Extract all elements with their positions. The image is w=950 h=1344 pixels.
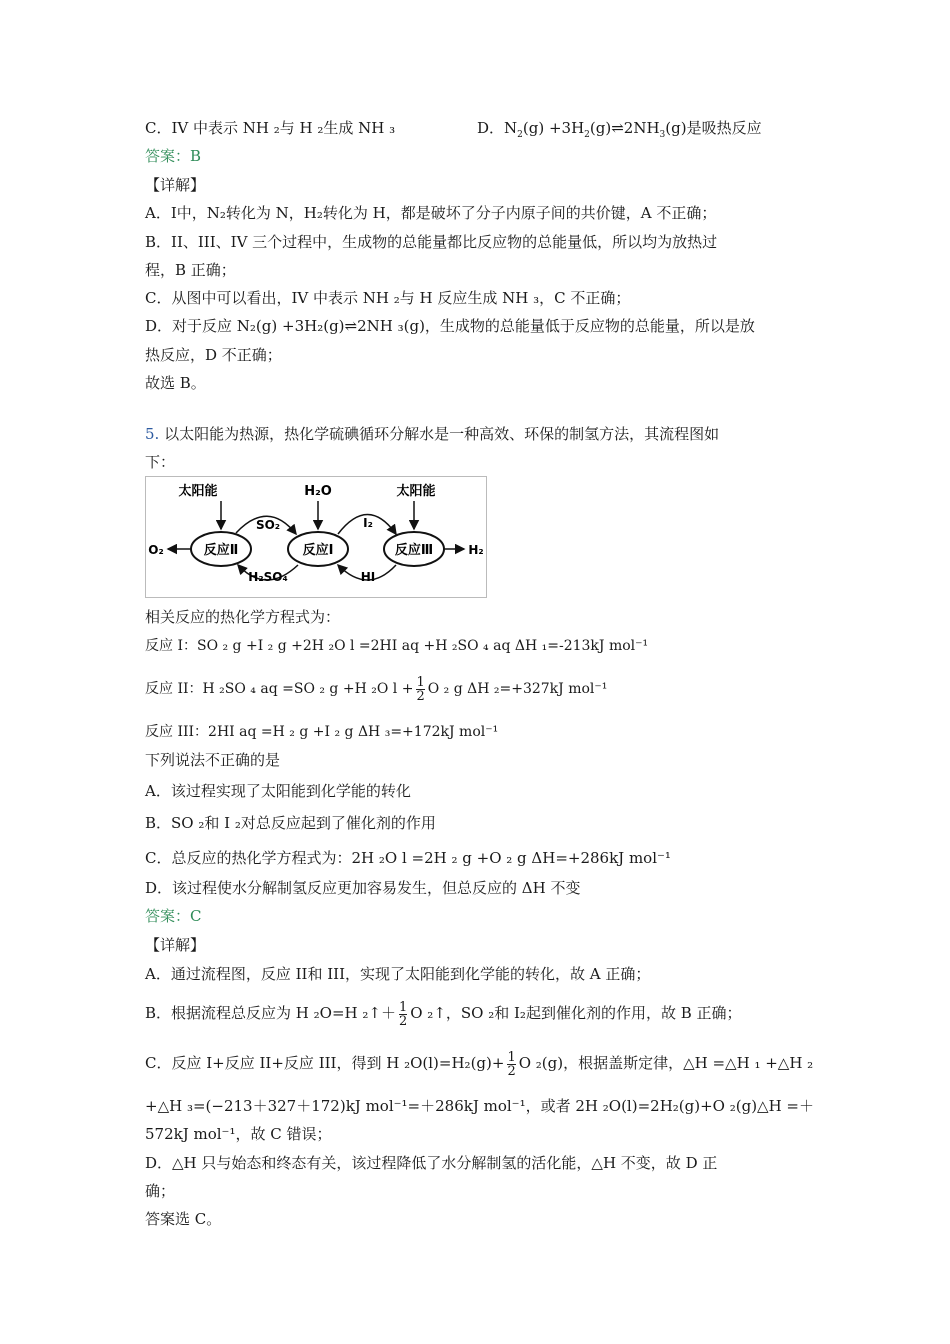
q5-stem: 5. 以太阳能为热源，热化学硫碘循环分解水是一种高效、环保的制氢方法，其流程图如 bbox=[145, 425, 720, 443]
fraction-half: $\frac{1}{2}$ bbox=[398, 999, 408, 1029]
question-number: 5. bbox=[145, 425, 160, 443]
q5-detail-a: A．通过流程图，反应 II和 III，实现了太阳能到化学能的转化，故 A 正确； bbox=[145, 965, 651, 983]
sun-left-label: 太阳能 bbox=[178, 484, 218, 499]
q4-answer: 答案：B bbox=[145, 147, 202, 165]
q5-detail-c-cont: +△H ₃=(−213＋327＋172)kJ mol⁻¹=＋286kJ mol⁻¹，或者 2H ₂O(l)=2H₂(g)+O ₂(g)△H =＋ bbox=[145, 1097, 814, 1115]
q5-detail-c: C．反应 I+反应 II+反应 III，得到 H ₂O(l)=H₂(g)+ $\frac{1}{2}$ O ₂(g)，根据盖斯定律，△H =△H ₁ +△H ₂ bbox=[145, 1049, 814, 1079]
equation-1: 反应 I：SO ₂ g +I ₂ g +2H ₂O l =2HI aq +H ₂SO ₄ aq ΔH ₁=-213kJ mol⁻¹ bbox=[145, 638, 649, 654]
q5-detail-c-cont2: 572kJ mol⁻¹，故 C 错误； bbox=[145, 1125, 332, 1143]
h2-label: H₂ bbox=[468, 543, 484, 557]
svg-text:反应Ⅰ: 反应Ⅰ bbox=[302, 543, 334, 558]
q4-detail-d: D．对于反应 N₂(g) +3H₂(g)⇌2NH ₃(g)，生成物的总能量低于反应物的总能量，所以是放 bbox=[145, 317, 755, 335]
so2-label: SO₂ bbox=[255, 518, 281, 532]
q5-option-a[interactable]: A．该过程实现了太阳能到化学能的转化 bbox=[145, 782, 411, 800]
q5-detail-d-cont: 确； bbox=[145, 1182, 176, 1200]
h2so4-label: H₂SO₄ bbox=[248, 570, 288, 584]
q5-detail-b: B．根据流程总反应为 H ₂O=H ₂↑＋ $\frac{1}{2}$ O ₂↑，SO ₂和 I₂起到催化剂的作用，故 B 正确； bbox=[145, 999, 742, 1029]
q5-question: 下列说法不正确的是 bbox=[145, 751, 281, 769]
equation-2: 反应 II：H ₂SO ₄ aq =SO ₂ g +H ₂O l + $\frac{1}{2}$ O ₂ g ΔH ₂=+327kJ mol⁻¹ bbox=[145, 674, 608, 704]
svg-text:反应Ⅱ: 反应Ⅱ bbox=[203, 543, 239, 558]
q5-option-b[interactable]: B．SO ₂和 I ₂对总反应起到了催化剂的作用 bbox=[145, 814, 436, 832]
q4-detail-heading: 【详解】 bbox=[145, 176, 206, 194]
q4-detail-c: C．从图中可以看出，IV 中表示 NH ₂与 H 反应生成 NH ₃，C 不正确； bbox=[145, 289, 631, 307]
svg-text:反应Ⅲ: 反应Ⅲ bbox=[394, 543, 434, 558]
q5-detail-d: D．△H 只与始态和终态有关，该过程降低了水分解制氢的活化能，△H 不变，故 D 正 bbox=[145, 1154, 718, 1172]
equations-heading: 相关反应的热化学方程式为： bbox=[145, 608, 341, 626]
q4-option-d: D．$N_2(g)$ $+3H_2(g)\rightleftharpoons 2NH_3(g)$是吸热反应 bbox=[477, 119, 762, 140]
fraction-half: $\frac{1}{2}$ bbox=[507, 1049, 516, 1079]
q5-option-d[interactable]: D．该过程使水分解制氢反应更加容易发生，但总反应的 ΔH 不变 bbox=[145, 879, 581, 897]
q5-option-c[interactable]: C．总反应的热化学方程式为：2H ₂O l =2H ₂ g +O ₂ g ΔH=+286kJ mol⁻¹ bbox=[145, 849, 671, 867]
q4-detail-a: A．I中，N₂转化为 N，H₂转化为 H，都是破坏了分子内原子间的共价键，A 不正确； bbox=[145, 204, 717, 222]
q4-detail-b-cont: 程，B 正确； bbox=[145, 261, 236, 279]
q5-stem-cont: 下： bbox=[145, 453, 176, 471]
hi-label: HI bbox=[360, 570, 376, 584]
o2-label: O₂ bbox=[148, 543, 164, 557]
q4-detail-b: B．II、III、IV 三个过程中，生成物的总能量都比反应物的总能量低，所以均为放热过 bbox=[145, 233, 718, 251]
q4-detail-d-cont: 热反应，D 不正确； bbox=[145, 346, 282, 364]
q5-answer: 答案：C bbox=[145, 907, 202, 925]
q5-detail-heading: 【详解】 bbox=[145, 936, 206, 954]
sun-right-label: 太阳能 bbox=[396, 484, 436, 499]
q4-option-c: C．IV 中表示 NH ₂与 H ₂生成 NH ₃ bbox=[145, 119, 396, 137]
equation-3: 反应 III：2HI aq =H ₂ g +I ₂ g ΔH ₃=+172kJ mol⁻¹ bbox=[145, 724, 499, 740]
i2-label: I₂ bbox=[363, 516, 373, 530]
equilibrium-arrow-icon: ⇌ bbox=[611, 119, 624, 137]
q4-conclusion: 故选 B。 bbox=[145, 374, 206, 392]
q5-conclusion: 答案选 C。 bbox=[145, 1210, 222, 1228]
h2o-label: H₂O bbox=[304, 484, 332, 499]
fraction-half: $\frac{1}{2}$ bbox=[416, 674, 425, 704]
flow-diagram bbox=[145, 476, 487, 598]
